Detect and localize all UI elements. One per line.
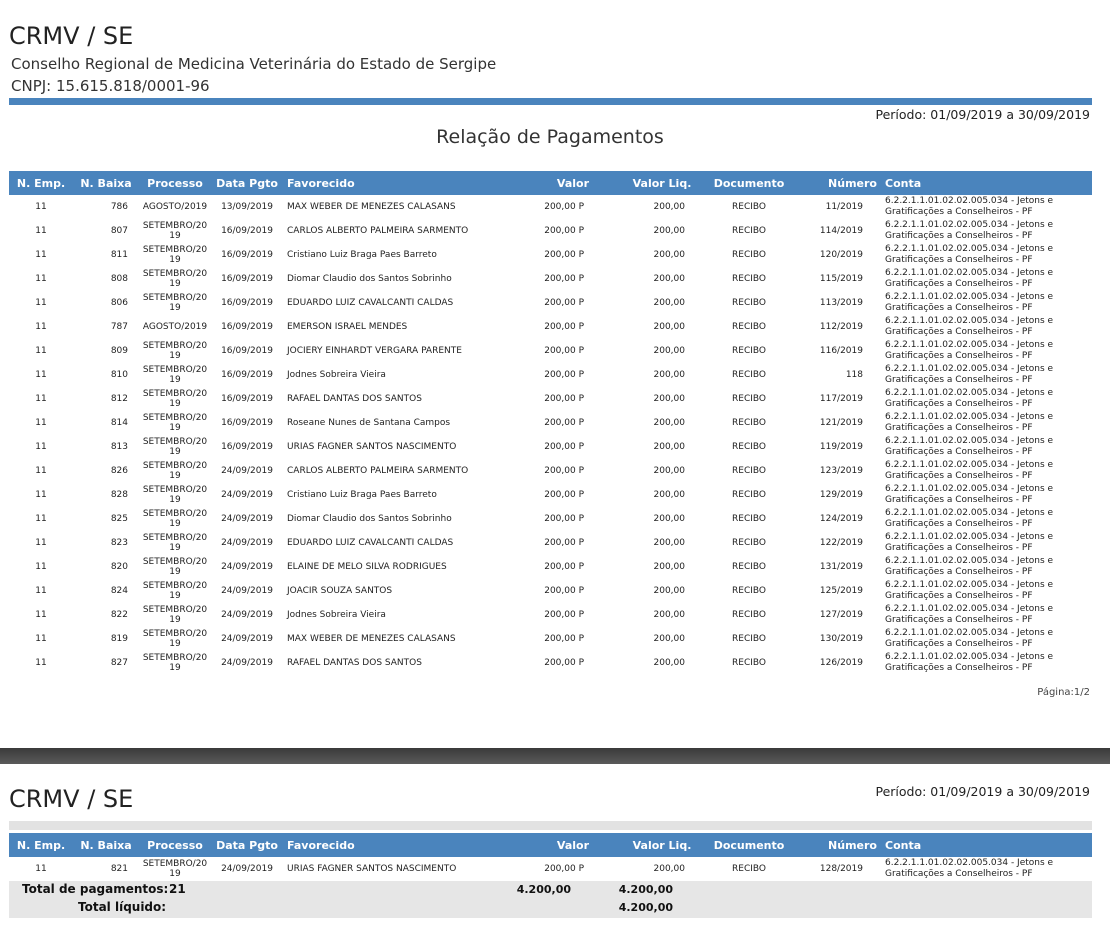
header-divider [9,98,1092,105]
cell-n-baixa: 828 [110,489,128,500]
cell-documento: RECIBO [732,321,766,332]
cell-processo: SETEMBRO/2019 [142,388,208,409]
cell-n-baixa: 809 [110,345,128,356]
cell-conta: 6.2.2.1.1.01.02.02.005.034 - Jetons e Gratificações a Conselheiros - PF [885,220,1054,241]
cell-conta: 6.2.2.1.1.01.02.02.005.034 - Jetons e Gratificações a Conselheiros - PF [885,268,1054,289]
report-title: Relação de Pagamentos [436,126,664,148]
cell-favorecido: CARLOS ALBERTO PALMEIRA SARMENTO [287,465,469,476]
table-row [9,363,1092,387]
cell-conta: 6.2.2.1.1.01.02.02.005.034 - Jetons e Gratificações a Conselheiros - PF [885,652,1054,673]
cell-n-emp: 11 [35,393,47,404]
cell-n-baixa: 827 [110,657,128,668]
cell-processo: SETEMBRO/2019 [142,604,208,625]
cell-numero: 122/2019 [819,537,863,548]
cell-favorecido: Diomar Claudio dos Santos Sobrinho [287,513,452,524]
cell-documento: RECIBO [732,633,766,644]
total-liquido-label: Total líquido: [78,900,167,914]
cell-valor: 200,00 P [544,249,584,260]
cell-documento: RECIBO [732,585,766,596]
cell-favorecido: Cristiano Luiz Braga Paes Barreto [287,489,437,500]
cell-processo: SETEMBRO/2019 [142,268,208,289]
cell-n-baixa: 825 [110,513,128,524]
cell-documento: RECIBO [732,201,766,212]
col-valor-liq: Valor Liq. [619,833,705,857]
cell-n-baixa: 823 [110,537,128,548]
total-valor: 4.200,00 [516,883,571,896]
col-processo: Processo [139,833,211,857]
cell-documento: RECIBO [732,657,766,668]
cell-numero: 113/2019 [819,297,863,308]
cell-n-emp: 11 [35,441,47,452]
cell-data-pgto: 24/09/2019 [221,633,273,644]
cell-valor-liq: 200,00 [653,863,685,874]
table-row [9,339,1092,363]
cell-processo: SETEMBRO/2019 [142,412,208,433]
cell-valor-liq: 200,00 [653,345,685,356]
cell-numero: 121/2019 [819,417,863,428]
table-row [9,651,1092,675]
total-payments-count: 21 [169,882,186,896]
total-valor-liq: 4.200,00 [618,883,673,896]
cell-data-pgto: 16/09/2019 [221,273,273,284]
cell-documento: RECIBO [732,489,766,500]
cell-favorecido: RAFAEL DANTAS DOS SANTOS [287,657,422,668]
cell-favorecido: JOCIERY EINHARDT VERGARA PARENTE [287,345,462,356]
total-payments-label: Total de pagamentos: [22,882,169,896]
cell-numero: 11/2019 [825,201,863,212]
page-separator [0,748,1110,764]
report-page-2 [0,764,1110,932]
cell-documento: RECIBO [732,249,766,260]
table-row [9,857,1092,881]
cell-conta: 6.2.2.1.1.01.02.02.005.034 - Jetons e Gratificações a Conselheiros - PF [885,604,1054,625]
table-row [9,603,1092,627]
cell-n-baixa: 824 [110,585,128,596]
cell-n-emp: 11 [35,345,47,356]
cell-documento: RECIBO [732,465,766,476]
table-row [9,579,1092,603]
cell-valor-liq: 200,00 [653,321,685,332]
table-row [9,435,1092,459]
cell-numero: 126/2019 [819,657,863,668]
cell-valor-liq: 200,00 [653,609,685,620]
cell-n-emp: 11 [35,321,47,332]
cell-conta: 6.2.2.1.1.01.02.02.005.034 - Jetons e Gratificações a Conselheiros - PF [885,580,1054,601]
table-row [9,507,1092,531]
col-processo: Processo [139,171,211,195]
table-row [9,219,1092,243]
cell-data-pgto: 24/09/2019 [221,585,273,596]
org-cnpj: CNPJ: 15.615.818/0001-96 [11,77,210,95]
cell-valor-liq: 200,00 [653,537,685,548]
cell-favorecido: MAX WEBER DE MENEZES CALASANS [287,201,456,212]
table-row [9,195,1092,219]
cell-conta: 6.2.2.1.1.01.02.02.005.034 - Jetons e Gratificações a Conselheiros - PF [885,340,1054,361]
col-valor: Valor [513,171,619,195]
cell-conta: 6.2.2.1.1.01.02.02.005.034 - Jetons e Gratificações a Conselheiros - PF [885,858,1054,879]
cell-valor-liq: 200,00 [653,633,685,644]
cell-favorecido: Jodnes Sobreira Vieira [287,609,386,620]
cell-conta: 6.2.2.1.1.01.02.02.005.034 - Jetons e Gratificações a Conselheiros - PF [885,388,1054,409]
cell-n-emp: 11 [35,417,47,428]
cell-data-pgto: 16/09/2019 [221,417,273,428]
cell-numero: 124/2019 [819,513,863,524]
cell-valor: 200,00 P [544,585,584,596]
cell-numero: 119/2019 [819,441,863,452]
cell-valor: 200,00 P [544,513,584,524]
cell-data-pgto: 16/09/2019 [221,321,273,332]
cell-valor-liq: 200,00 [653,393,685,404]
cell-n-emp: 11 [35,609,47,620]
cell-n-baixa: 787 [110,321,128,332]
col-numero: Número [793,833,881,857]
col-favorecido: Favorecido [283,833,513,857]
cell-favorecido: Roseane Nunes de Santana Campos [287,417,451,428]
total-liquido-value: 4.200,00 [618,901,673,914]
cell-processo: SETEMBRO/2019 [142,508,208,529]
cell-n-emp: 11 [35,657,47,668]
cell-data-pgto: 24/09/2019 [221,465,273,476]
cell-valor: 200,00 P [544,441,584,452]
cell-conta: 6.2.2.1.1.01.02.02.005.034 - Jetons e Gratificações a Conselheiros - PF [885,244,1054,265]
cell-favorecido: JOACIR SOUZA SANTOS [287,585,393,596]
org-name: Conselho Regional de Medicina Veterinária do Estado de Sergipe [11,55,497,73]
cell-n-emp: 11 [35,369,47,380]
cell-valor: 200,00 P [544,657,584,668]
cell-data-pgto: 24/09/2019 [221,561,273,572]
cell-n-emp: 11 [35,863,47,874]
cell-n-baixa: 813 [110,441,128,452]
cell-conta: 6.2.2.1.1.01.02.02.005.034 - Jetons e Gratificações a Conselheiros - PF [885,292,1054,313]
cell-valor: 200,00 P [544,369,584,380]
cell-conta: 6.2.2.1.1.01.02.02.005.034 - Jetons e Gratificações a Conselheiros - PF [885,556,1054,577]
page-number: Página:1/2 [1037,687,1090,698]
cell-n-emp: 11 [35,633,47,644]
cell-data-pgto: 16/09/2019 [221,225,273,236]
col-conta: Conta [881,833,1092,857]
cell-processo: SETEMBRO/2019 [142,340,208,361]
cell-valor: 200,00 P [544,345,584,356]
header-divider-page-2 [9,821,1092,830]
cell-data-pgto: 16/09/2019 [221,441,273,452]
cell-numero: 112/2019 [819,321,863,332]
cell-favorecido: Diomar Claudio dos Santos Sobrinho [287,273,452,284]
cell-documento: RECIBO [732,345,766,356]
cell-documento: RECIBO [732,369,766,380]
table-row [9,459,1092,483]
cell-valor: 200,00 P [544,489,584,500]
cell-processo: AGOSTO/2019 [142,201,208,212]
cell-valor-liq: 200,00 [653,369,685,380]
cell-n-baixa: 822 [110,609,128,620]
cell-conta: 6.2.2.1.1.01.02.02.005.034 - Jetons e Gratificações a Conselheiros - PF [885,364,1054,385]
cell-documento: RECIBO [732,273,766,284]
cell-favorecido: EDUARDO LUIZ CAVALCANTI CALDAS [287,297,454,308]
cell-processo: SETEMBRO/2019 [142,556,208,577]
col-n-emp: N. Emp. [9,833,73,857]
cell-numero: 130/2019 [819,633,863,644]
cell-data-pgto: 16/09/2019 [221,393,273,404]
cell-documento: RECIBO [732,537,766,548]
cell-valor-liq: 200,00 [653,657,685,668]
cell-documento: RECIBO [732,225,766,236]
cell-processo: SETEMBRO/2019 [142,580,208,601]
period-label-page-2: Período: 01/09/2019 a 30/09/2019 [875,784,1090,799]
cell-valor: 200,00 P [544,297,584,308]
cell-processo: SETEMBRO/2019 [142,436,208,457]
cell-data-pgto: 24/09/2019 [221,489,273,500]
payments-table [9,171,1092,675]
cell-numero: 125/2019 [819,585,863,596]
table-row [9,267,1092,291]
cell-valor-liq: 200,00 [653,225,685,236]
table-row [9,531,1092,555]
table-row [9,291,1092,315]
cell-valor: 200,00 P [544,863,584,874]
table-row [9,411,1092,435]
cell-favorecido: URIAS FAGNER SANTOS NASCIMENTO [287,863,457,874]
cell-n-emp: 11 [35,201,47,212]
cell-data-pgto: 24/09/2019 [221,609,273,620]
cell-processo: SETEMBRO/2019 [142,220,208,241]
cell-valor-liq: 200,00 [653,417,685,428]
cell-numero: 128/2019 [819,863,863,874]
table-row [9,627,1092,651]
col-conta: Conta [881,171,1092,195]
cell-n-emp: 11 [35,465,47,476]
table-row [9,387,1092,411]
col-data-pgto: Data Pgto [211,171,283,195]
cell-valor: 200,00 P [544,609,584,620]
cell-processo: SETEMBRO/2019 [142,858,208,879]
table-header-row [9,171,1092,195]
cell-conta: 6.2.2.1.1.01.02.02.005.034 - Jetons e Gratificações a Conselheiros - PF [885,196,1054,217]
cell-valor: 200,00 P [544,561,584,572]
cell-favorecido: RAFAEL DANTAS DOS SANTOS [287,393,422,404]
org-abbrev: CRMV / SE [9,22,134,50]
cell-processo: SETEMBRO/2019 [142,652,208,673]
cell-data-pgto: 16/09/2019 [221,249,273,260]
cell-data-pgto: 16/09/2019 [221,369,273,380]
cell-n-emp: 11 [35,489,47,500]
cell-n-emp: 11 [35,297,47,308]
org-abbrev-page-2: CRMV / SE [9,785,134,813]
cell-data-pgto: 24/09/2019 [221,513,273,524]
cell-n-emp: 11 [35,273,47,284]
col-n-emp: N. Emp. [9,171,73,195]
cell-valor-liq: 200,00 [653,513,685,524]
col-valor-liq: Valor Liq. [619,171,705,195]
cell-processo: AGOSTO/2019 [142,321,208,332]
cell-data-pgto: 13/09/2019 [221,201,273,212]
cell-n-baixa: 786 [110,201,128,212]
col-data-pgto: Data Pgto [211,833,283,857]
cell-n-baixa: 814 [110,417,128,428]
cell-valor: 200,00 P [544,321,584,332]
cell-data-pgto: 16/09/2019 [221,297,273,308]
cell-favorecido: Cristiano Luiz Braga Paes Barreto [287,249,437,260]
cell-n-emp: 11 [35,225,47,236]
cell-n-baixa: 810 [110,369,128,380]
cell-conta: 6.2.2.1.1.01.02.02.005.034 - Jetons e Gratificações a Conselheiros - PF [885,460,1054,481]
cell-n-baixa: 821 [110,863,128,874]
cell-favorecido: CARLOS ALBERTO PALMEIRA SARMENTO [287,225,469,236]
cell-valor-liq: 200,00 [653,561,685,572]
cell-processo: SETEMBRO/2019 [142,292,208,313]
table-row [9,555,1092,579]
cell-processo: SETEMBRO/2019 [142,364,208,385]
cell-processo: SETEMBRO/2019 [142,484,208,505]
cell-valor: 200,00 P [544,201,584,212]
cell-favorecido: ELAINE DE MELO SILVA RODRIGUES [287,561,447,572]
cell-valor-liq: 200,00 [653,489,685,500]
cell-data-pgto: 24/09/2019 [221,537,273,548]
cell-conta: 6.2.2.1.1.01.02.02.005.034 - Jetons e Gratificações a Conselheiros - PF [885,316,1054,337]
cell-n-baixa: 806 [110,297,128,308]
cell-numero: 114/2019 [819,225,863,236]
cell-favorecido: Jodnes Sobreira Vieira [287,369,386,380]
period-label: Período: 01/09/2019 a 30/09/2019 [875,107,1090,122]
cell-valor: 200,00 P [544,393,584,404]
cell-n-baixa: 807 [110,225,128,236]
cell-valor-liq: 200,00 [653,273,685,284]
cell-processo: SETEMBRO/2019 [142,532,208,553]
cell-n-emp: 11 [35,537,47,548]
col-documento: Documento [705,171,793,195]
cell-conta: 6.2.2.1.1.01.02.02.005.034 - Jetons e Gratificações a Conselheiros - PF [885,484,1054,505]
cell-documento: RECIBO [732,609,766,620]
cell-conta: 6.2.2.1.1.01.02.02.005.034 - Jetons e Gratificações a Conselheiros - PF [885,508,1054,529]
cell-documento: RECIBO [732,393,766,404]
table-header-row [9,833,1092,857]
cell-favorecido: URIAS FAGNER SANTOS NASCIMENTO [287,441,457,452]
cell-valor: 200,00 P [544,225,584,236]
cell-processo: SETEMBRO/2019 [142,460,208,481]
col-n-baixa: N. Baixa [73,833,139,857]
col-valor: Valor [513,833,619,857]
cell-numero: 115/2019 [819,273,863,284]
table-row [9,483,1092,507]
cell-n-baixa: 819 [110,633,128,644]
cell-conta: 6.2.2.1.1.01.02.02.005.034 - Jetons e Gratificações a Conselheiros - PF [885,436,1054,457]
cell-valor: 200,00 P [544,465,584,476]
payments-table-page-2 [9,833,1092,881]
col-documento: Documento [705,833,793,857]
cell-valor: 200,00 P [544,537,584,548]
cell-numero: 131/2019 [819,561,863,572]
cell-documento: RECIBO [732,417,766,428]
table-row [9,243,1092,267]
cell-valor-liq: 200,00 [653,249,685,260]
cell-data-pgto: 24/09/2019 [221,657,273,668]
cell-numero: 129/2019 [819,489,863,500]
cell-numero: 127/2019 [819,609,863,620]
totals-block [9,881,1092,918]
cell-favorecido: EMERSON ISRAEL MENDES [287,321,408,332]
table-row [9,315,1092,339]
cell-numero: 123/2019 [819,465,863,476]
cell-favorecido: EDUARDO LUIZ CAVALCANTI CALDAS [287,537,454,548]
cell-numero: 116/2019 [819,345,863,356]
col-n-baixa: N. Baixa [73,171,139,195]
cell-numero: 120/2019 [819,249,863,260]
cell-n-emp: 11 [35,249,47,260]
cell-valor-liq: 200,00 [653,201,685,212]
cell-valor: 200,00 P [544,417,584,428]
cell-valor-liq: 200,00 [653,465,685,476]
cell-data-pgto: 16/09/2019 [221,345,273,356]
cell-n-emp: 11 [35,513,47,524]
cell-valor-liq: 200,00 [653,585,685,596]
cell-processo: SETEMBRO/2019 [142,628,208,649]
cell-data-pgto: 24/09/2019 [221,863,273,874]
cell-n-emp: 11 [35,561,47,572]
cell-n-baixa: 820 [110,561,128,572]
cell-valor: 200,00 P [544,273,584,284]
cell-n-baixa: 812 [110,393,128,404]
col-favorecido: Favorecido [283,171,513,195]
cell-valor: 200,00 P [544,633,584,644]
cell-conta: 6.2.2.1.1.01.02.02.005.034 - Jetons e Gratificações a Conselheiros - PF [885,628,1054,649]
col-numero: Número [793,171,881,195]
cell-valor-liq: 200,00 [653,297,685,308]
cell-numero: 117/2019 [819,393,863,404]
cell-n-baixa: 826 [110,465,128,476]
cell-valor-liq: 200,00 [653,441,685,452]
cell-documento: RECIBO [732,513,766,524]
cell-documento: RECIBO [732,863,766,874]
cell-n-baixa: 811 [110,249,128,260]
cell-conta: 6.2.2.1.1.01.02.02.005.034 - Jetons e Gratificações a Conselheiros - PF [885,412,1054,433]
cell-numero: 118 [845,369,863,380]
cell-documento: RECIBO [732,441,766,452]
cell-favorecido: MAX WEBER DE MENEZES CALASANS [287,633,456,644]
cell-n-emp: 11 [35,585,47,596]
cell-conta: 6.2.2.1.1.01.02.02.005.034 - Jetons e Gratificações a Conselheiros - PF [885,532,1054,553]
cell-n-baixa: 808 [110,273,128,284]
cell-documento: RECIBO [732,297,766,308]
cell-documento: RECIBO [732,561,766,572]
cell-processo: SETEMBRO/2019 [142,244,208,265]
